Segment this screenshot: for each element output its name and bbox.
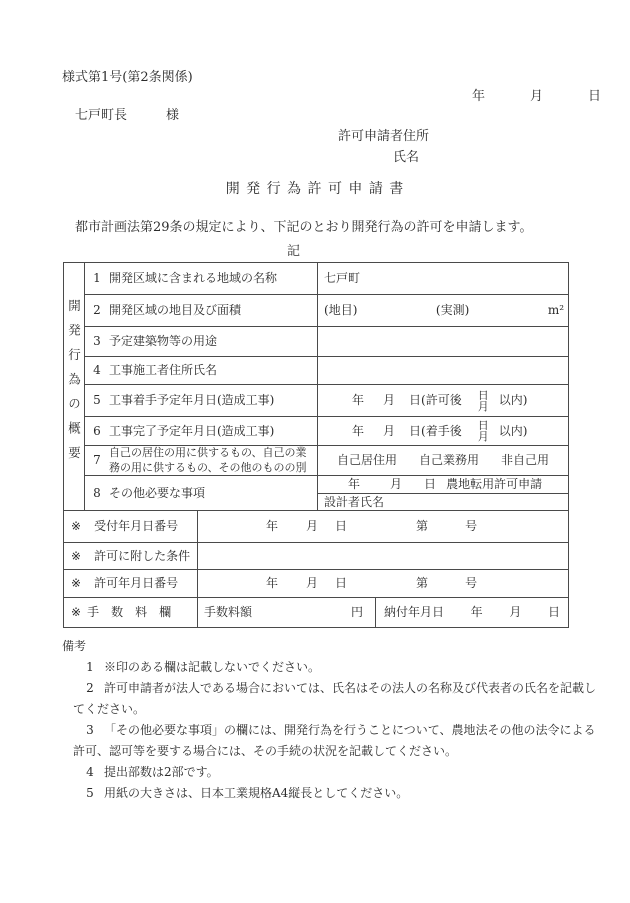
- row5-label: 工事着手予定年月日(造成工事): [109, 393, 275, 408]
- row3-number: 3: [93, 334, 101, 349]
- fee-unit-label: 円: [351, 605, 364, 620]
- remark-number: 5: [86, 786, 94, 800]
- admin1-label-cell: [64, 511, 198, 543]
- admin1-year: 年: [266, 519, 279, 534]
- remark-item-5: [0, 783, 630, 804]
- reference-mark: ※: [71, 519, 82, 534]
- row8-sub2-cell: [318, 494, 569, 511]
- reference-mark: ※: [71, 576, 82, 591]
- row8-year: 年: [348, 477, 361, 492]
- application-table: [63, 262, 569, 628]
- row5-number: 5: [93, 393, 101, 408]
- admin2-label: 許可に附した条件: [94, 548, 191, 563]
- row6-stack-day: 日: [477, 419, 489, 432]
- row5-year: 年: [352, 393, 365, 408]
- table-row: [64, 511, 569, 543]
- table-row: [64, 327, 569, 357]
- row1-label-cell: [85, 263, 318, 295]
- row6-month: 月: [383, 423, 396, 438]
- row2-label: 開発区域の地目及び面積: [109, 303, 242, 318]
- remark-text: 用紙の大きさは、日本工業規格A4縦長としてください。: [104, 786, 409, 800]
- row2-value-cell: [318, 295, 569, 327]
- admin3-day: 日: [335, 576, 348, 591]
- table-row: [64, 385, 569, 417]
- row7-value-cell: [318, 446, 569, 476]
- remarks-section: [0, 636, 630, 804]
- admin3-year: 年: [266, 576, 279, 591]
- reference-mark: ※: [71, 605, 82, 620]
- row6-value-cell: [318, 417, 569, 446]
- fee-label-cell: [64, 598, 198, 628]
- row6-year: 年: [352, 423, 365, 438]
- form-code: 様式第1号(第2条関係): [62, 70, 193, 85]
- remark-number: 4: [86, 765, 94, 779]
- admin1-month: 月: [306, 519, 319, 534]
- row8-day: 日: [424, 477, 437, 492]
- row7-label: [109, 446, 307, 475]
- row8-month: 月: [390, 477, 403, 492]
- applicant-address-label: 許可申請者住所: [338, 129, 430, 144]
- row6-label-cell: [85, 417, 318, 446]
- row3-label: 予定建築物等の用途: [109, 334, 218, 349]
- row5-day-prefix: 日(許可後: [409, 393, 462, 408]
- row4-number: 4: [93, 363, 101, 378]
- admin3-label-cell: [64, 570, 198, 598]
- ki-heading: 記: [287, 244, 301, 259]
- row7-label-line2: 務の用に供するもの、その他のものの別: [109, 460, 307, 474]
- payment-day: 日: [547, 605, 560, 620]
- row8-designer-label: 設計者氏名: [324, 494, 385, 509]
- addressee-line: [75, 104, 179, 123]
- table-row: [64, 446, 569, 476]
- reference-mark: ※: [71, 548, 82, 563]
- document-title: 開 発 行 為 許 可 申 請 書: [225, 181, 405, 197]
- row8-farmland-text: 農地転用許可申請: [446, 477, 543, 492]
- table-row: [64, 295, 569, 327]
- row4-label: 工事施工者住所氏名: [109, 363, 218, 378]
- remark-text: 許可申請者が法人である場合においては、氏名はその法人の名称及び代表者の氏名を記載し: [104, 681, 597, 695]
- row7-label-cell: [85, 446, 318, 476]
- remark-number: 1: [86, 660, 94, 674]
- row3-value-cell: [318, 327, 569, 357]
- remark-item-2-continuation: てください。: [73, 702, 146, 716]
- admin1-day: 日: [335, 519, 348, 534]
- row6-day-month-stack: [478, 420, 489, 442]
- remark-item-1: [0, 657, 630, 678]
- payment-month: 月: [509, 605, 522, 620]
- admin2-value-cell: [198, 543, 569, 570]
- table-row: [64, 598, 569, 628]
- row7-option-non-self: 非自己用: [501, 453, 550, 468]
- row8-sub1-cell: [318, 476, 569, 494]
- remark-number: 2: [86, 681, 94, 695]
- admin3-month: 月: [306, 576, 319, 591]
- row8-label: その他必要な事項: [109, 485, 206, 500]
- remark-item-3: [0, 720, 630, 741]
- row1-value-cell: [318, 263, 569, 295]
- table-row: [64, 476, 569, 494]
- row3-label-cell: [85, 327, 318, 357]
- row6-label: 工事完了予定年月日(造成工事): [109, 423, 275, 438]
- payment-year: 年: [470, 605, 483, 620]
- remark-item-4: [0, 762, 630, 783]
- admin2-label-cell: [64, 543, 198, 570]
- fee-payment-cell: [376, 598, 569, 628]
- row6-suffix: 以内): [498, 423, 528, 438]
- row5-day-month-stack: [478, 390, 489, 412]
- row5-stack-day: 日: [477, 388, 489, 402]
- date-month-label: 月: [530, 89, 544, 104]
- row4-label-cell: [85, 357, 318, 385]
- remark-text: 「その他必要な事項」の欄には、開発行為を行うことについて、農地法その他の法令による: [104, 723, 596, 737]
- row5-month: 月: [383, 393, 396, 408]
- remark-item-2: [0, 678, 630, 699]
- remark-number: 3: [86, 723, 94, 737]
- fee-amount-label: 手数料額: [204, 605, 253, 620]
- addressee-name: 七戸町長: [75, 108, 128, 123]
- row2-number: 2: [93, 303, 101, 318]
- row7-label-line1: 自己の居住の用に供するもの、自己の業: [109, 446, 307, 460]
- row2-chimoku: (地目): [324, 303, 358, 318]
- intro-sentence: 都市計画法第29条の規定により、下記のとおり開発行為の許可を申請します。: [75, 220, 533, 235]
- payment-date-label: 納付年月日: [384, 605, 445, 620]
- row1-value: 七戸町: [324, 271, 361, 286]
- row7-number: 7: [93, 453, 101, 468]
- row5-value-cell: [318, 385, 569, 417]
- row8-number: 8: [93, 485, 101, 500]
- applicant-name-label: 氏名: [393, 150, 420, 165]
- admin3-dai: 第: [416, 576, 429, 591]
- table-row: [64, 357, 569, 385]
- row1-label: 開発区域に含まれる地域の名称: [109, 271, 278, 286]
- admin1-dai: 第: [416, 519, 429, 534]
- admin3-value-cell: [198, 570, 569, 598]
- admin1-value-cell: [198, 511, 569, 543]
- addressee-honorific: 様: [166, 108, 180, 123]
- admin3-label: 許可年月日番号: [94, 576, 179, 591]
- remark-text: 提出部数は2部です。: [104, 765, 219, 779]
- row2-jissoku: (実測): [435, 303, 470, 318]
- remarks-heading: 備考: [62, 639, 87, 653]
- row7-option-self-residence: 自己居住用: [337, 453, 398, 468]
- row8-label-cell: [85, 476, 318, 511]
- row5-label-cell: [85, 385, 318, 417]
- admin1-label: 受付年月日番号: [94, 519, 179, 534]
- side-header-cell: [64, 263, 85, 511]
- fee-amount-cell: [198, 598, 376, 628]
- date-day-label: 日: [588, 89, 602, 104]
- date-year-label: 年: [472, 89, 486, 104]
- admin3-go: 号: [465, 576, 478, 591]
- table-row: [64, 543, 569, 570]
- row2-unit: m²: [547, 303, 565, 318]
- remark-text: ※印のある欄は記載しないでください。: [104, 660, 321, 674]
- row5-stack-month: 月: [477, 399, 489, 413]
- row5-suffix: 以内): [498, 393, 528, 408]
- row6-stack-month: 月: [477, 430, 489, 443]
- row2-label-cell: [85, 295, 318, 327]
- table-row: [64, 570, 569, 598]
- row6-day-prefix: 日(着手後: [409, 423, 462, 438]
- admin1-go: 号: [465, 519, 478, 534]
- row1-number: 1: [93, 271, 101, 286]
- row7-option-self-business: 自己業務用: [419, 453, 480, 468]
- table-row: [64, 417, 569, 446]
- remark-item-3-continuation: 許可、認可等を要する場合には、その手続の状況を記載してください。: [73, 744, 458, 758]
- fee-column-label: 手 数 料 欄: [87, 605, 172, 620]
- table-row: [64, 263, 569, 295]
- row6-number: 6: [93, 423, 101, 438]
- row4-value-cell: [318, 357, 569, 385]
- side-header-label: 開発行為の概要: [66, 299, 82, 471]
- header-date-line: [472, 85, 601, 104]
